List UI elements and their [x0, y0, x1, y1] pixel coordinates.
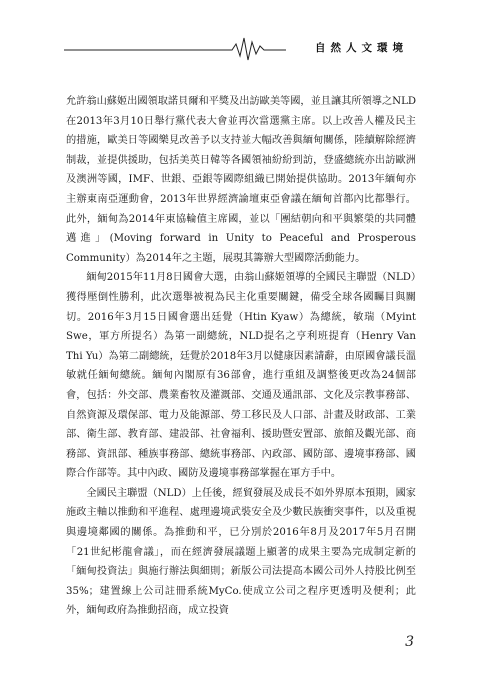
- paragraph-1: 允許翁山蘇姬出國領取諾貝爾和平獎及出訪歐美等國，並且讓其所領導之NLD在2013年3月10日舉行黨代表大會並再次當選黨主席。以上改善人權及民主的措施，歐美日等國樂見改善予以支持並大幅改善與緬甸關係，陸續解除經濟制裁，並提供援助，包括美英日韓等各國領袖紛紛到訪，登盛總統亦出訪歐洲及澳洲等國，IMF、世銀、亞銀等國際組織已開始提供協助。2013年緬甸亦主辦東南亞運動會，2013年世界經濟論壇東亞會議在緬甸首都內比都舉行。此外，緬甸為2014年東協輪值主席國，並以「團結朝向和平與繁榮的共同體邁進」(Moving forward in Unity to Peaceful and Prosperous Community）為2014年之主題，展現其籌辦大型國際活動能力。: [66, 96, 416, 264]
- section-title: 自然人文環境: [315, 42, 408, 54]
- page-number: 3: [405, 634, 414, 650]
- running-header: [64, 34, 416, 64]
- paragraph-2: 緬甸2015年11月8日國會大選，由翁山蘇姬領導的全國民主聯盟（NLD）獲得壓倒性勝利，此次選舉被視為民主化重要關鍵，備受全球各國矚目與關切。2016年3月15日國會選出廷覺（Htin Kyaw）為總統，敏瑞（Myint Swe，軍方所提名）為第一副總統，NLD提名之亨利班提育（Henry Van Thi Yu）為第二副總統，廷覺於2018年3月以健康因素請辭，由原國會議長溫敏就任緬甸總統。緬甸內閣原有36部會，進行重組及調整後更改為24個部會，包括：外交部、農業畜牧及灌溉部、交通及通訊部、文化及宗教事務部、自然資源及環保部、電力及能源部、勞工移民及人口部、計畫及財政部、工業部、衛生部、教育部、建設部、社會福利、援助暨安置部、旅館及觀光部、商務部、資訊部、種族事務部、總統事務部、內政部、國防部、邊境事務部、國際合作部等。其中內政、國防及邊境事務部掌握在軍方手中。: [66, 272, 416, 480]
- paragraph-3: 全國民主聯盟（NLD）上任後，經貿發展及成長不如外界原本預期，國家施政主軸以推動和平進程、處理邊境武裝安全及少數民族衝突事件，以及重視與邊境鄰國的關係。為推動和平，已分別於2016年8月及2017年5月召開「21世紀彬龍會議」，而在經濟發展議題上顯著的成果主要為完成制定新的「緬甸投資法」與施行辦法與細則；新版公司法提高本國公司外人持股比例至35%；建置線上公司註冊系統MyCo.使成立公司之程序更透明及便利；此外，緬甸政府為推動招商，成立投資: [66, 487, 416, 617]
- body-text: [66, 92, 416, 621]
